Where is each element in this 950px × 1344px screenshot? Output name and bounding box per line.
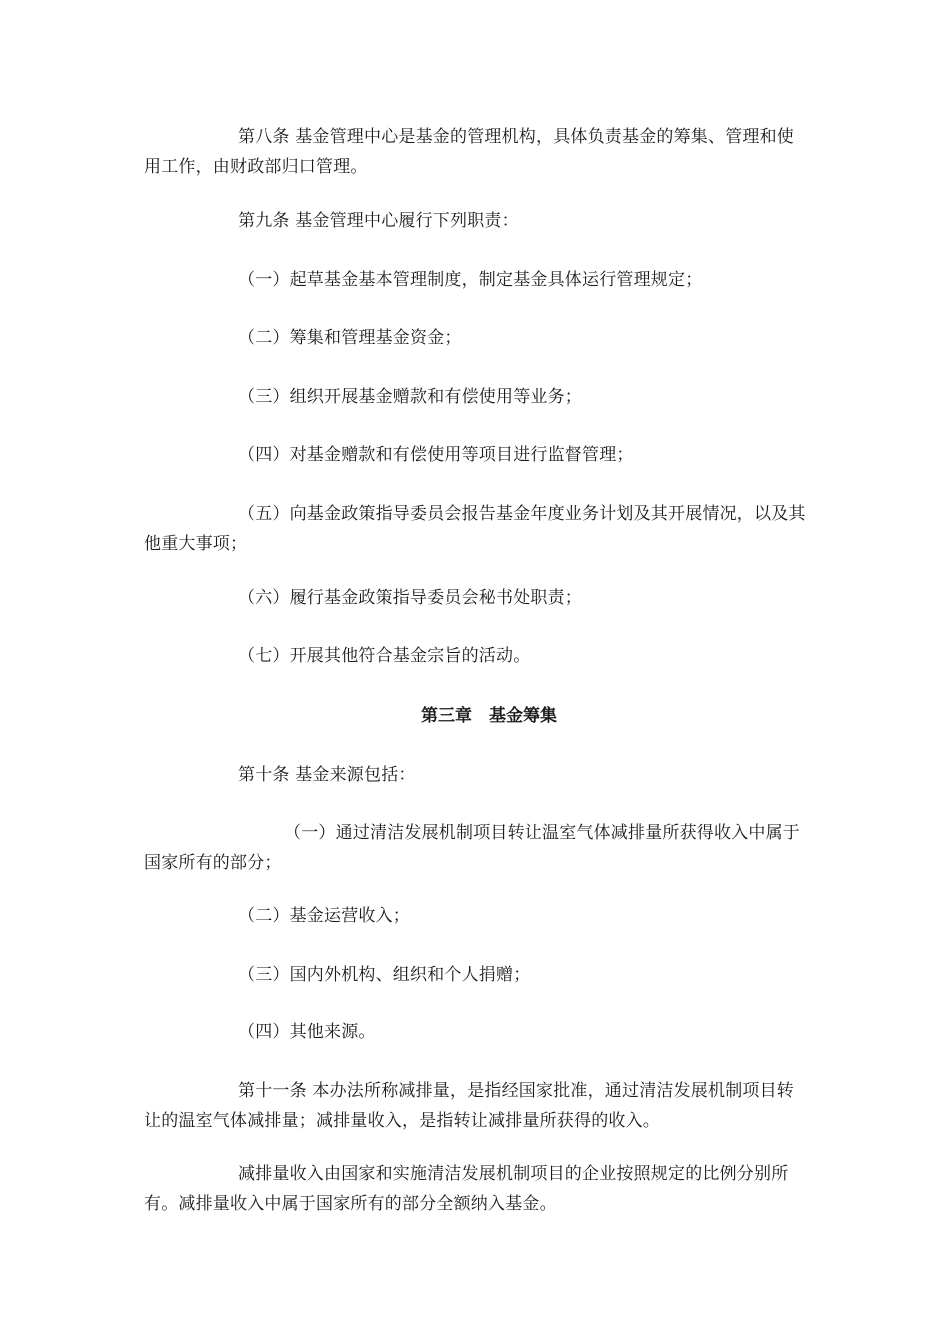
article-9-item-6: （六）履行基金政策指导委员会秘书处职责； <box>238 588 582 608</box>
chapter-heading: 第三章 基金筹集 <box>421 706 557 726</box>
article-10-item-1: （一）通过清洁发展机制项目转让温室气体减排量所获得收入中属于国家所有的部分； <box>144 823 800 873</box>
article-9-item-3: （三）组织开展基金赠款和有偿使用等业务； <box>238 387 582 407</box>
article-10-item-2: （二）基金运营收入； <box>238 906 410 926</box>
article-9: 第九条 基金管理中心履行下列职责： <box>238 211 519 231</box>
article-10-item-4: （四）其他来源。 <box>238 1022 376 1042</box>
article-9-item-2: （二）筹集和管理基金资金； <box>238 328 462 348</box>
article-9-item-1: （一）起草基金基本管理制度，制定基金具体运行管理规定； <box>238 270 703 290</box>
article-9-item-4: （四）对基金赠款和有偿使用等项目进行监督管理； <box>238 445 634 465</box>
article-11-paragraph-2: 减排量收入由国家和实施清洁发展机制项目的企业按照规定的比例分别所有。减排量收入中属于国家所有的部分全额纳入基金。 <box>144 1164 789 1214</box>
article-10-item-3: （三）国内外机构、组织和个人捐赠； <box>238 965 531 985</box>
article-11: 第十一条 本办法所称减排量，是指经国家批准，通过清洁发展机制项目转让的温室气体减排量；减排量收入，是指转让减排量所获得的收入。 <box>144 1081 795 1131</box>
article-8: 第八条 基金管理中心是基金的管理机构，具体负责基金的筹集、管理和使用工作，由财政部归口管理。 <box>144 127 795 177</box>
article-9-item-5: （五）向基金政策指导委员会报告基金年度业务计划及其开展情况，以及其他重大事项； <box>144 504 806 554</box>
article-10: 第十条 基金来源包括： <box>238 765 416 785</box>
article-9-item-7: （七）开展其他符合基金宗旨的活动。 <box>238 646 531 666</box>
